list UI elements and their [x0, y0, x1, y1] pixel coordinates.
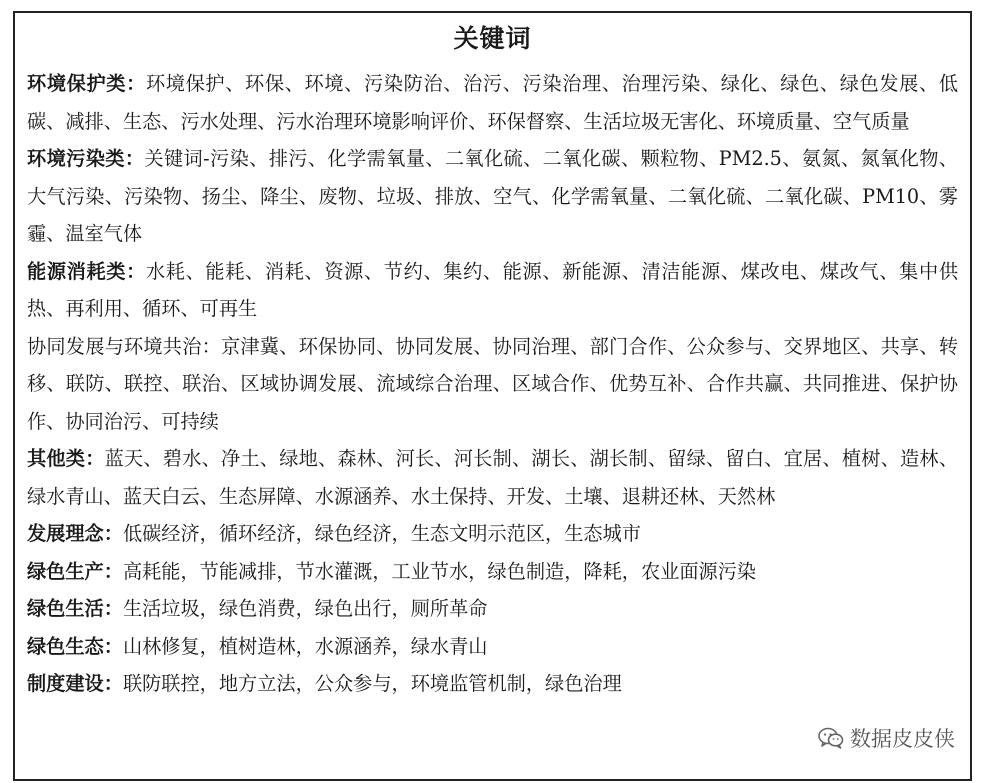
keyword-sections [15, 65, 970, 703]
keyword-section [27, 253, 958, 328]
section-keywords: 环境保护、环保、环境、污染防治、治污、污染治理、治理污染、绿化、绿色、绿色发展、低碳、减排、生态、污水处理、污水治理环境影响评价、环保督察、生活垃圾无害化、环境质量、空气质量 [27, 72, 959, 133]
section-keywords: 联防联控，地方立法，公众参与，环境监管机制，绿色治理 [122, 672, 622, 695]
section-label: 能源消耗类： [27, 259, 146, 283]
section-label: 环境污染类： [27, 147, 145, 170]
watermark-text: 数据皮皮侠 [850, 727, 955, 751]
section-label: 绿色生产： [27, 559, 123, 583]
section-label: 发展理念： [27, 522, 123, 545]
section-label: 其他类： [27, 447, 105, 470]
keyword-table [13, 11, 972, 781]
keyword-section [27, 628, 958, 666]
section-label: 绿色生态： [27, 634, 123, 658]
section-keywords: 生活垃圾，绿色消费，绿色出行，厕所革命 [122, 597, 488, 620]
section-keywords: 水耗、能耗、消耗、资源、节约、集约、能源、新能源、清洁能源、煤改电、煤改气、集中供热、再利用、循环、可再生 [27, 259, 959, 320]
keyword-section [27, 440, 958, 515]
keyword-section [27, 65, 958, 140]
keyword-section [27, 140, 958, 253]
section-label: 环境保护类： [27, 72, 146, 95]
section-keywords: 京津冀、环保协同、协同发展、协同治理、部门合作、公众参与、交界地区、共享、转移、联防、联控、联治、区域协调发展、流域综合治理、区域合作、优势互补、合作共赢、共同推进、保护协作、协同治污、可持续 [27, 334, 959, 433]
section-keywords: 低碳经济，循环经济，绿色经济，生态文明示范区，生态城市 [122, 522, 641, 545]
section-keywords: 高耗能，节能减排，节水灌溉，工业节水，绿色制造，降耗，农业面源污染 [122, 559, 757, 583]
keyword-section [27, 328, 958, 441]
page-title: 关键词 [453, 24, 532, 53]
section-keywords: 山林修复，植树造林，水源涵养，绿水青山 [122, 634, 488, 658]
section-keywords: 蓝天、碧水、净土、绿地、森林、河长、河长制、湖长、湖长制、留绿、留白、宜居、植树、造林、绿水青山、蓝天白云、生态屏障、水源涵养、水土保持、开发、土壤、退耕还林、天然林 [27, 447, 959, 508]
keyword-section [27, 665, 958, 703]
watermark [814, 723, 959, 753]
keyword-section [27, 553, 958, 591]
keyword-section [27, 515, 958, 553]
section-label: 绿色生活： [27, 597, 123, 620]
section-keywords: 关键词-污染、排污、化学需氧量、二氧化硫、二氧化碳、颗粒物、PM2.5、氨氮、氮氧化物、大气污染、污染物、扬尘、降尘、废物、垃圾、排放、空气、化学需氧量、二氧化硫、二氧化碳、PM10、雾霾、温室气体 [27, 147, 958, 245]
section-label: 制度建设： [27, 672, 123, 695]
section-label: 协同发展与环境共治： [27, 334, 222, 358]
wechat-icon [818, 727, 844, 749]
keyword-section [27, 590, 958, 628]
